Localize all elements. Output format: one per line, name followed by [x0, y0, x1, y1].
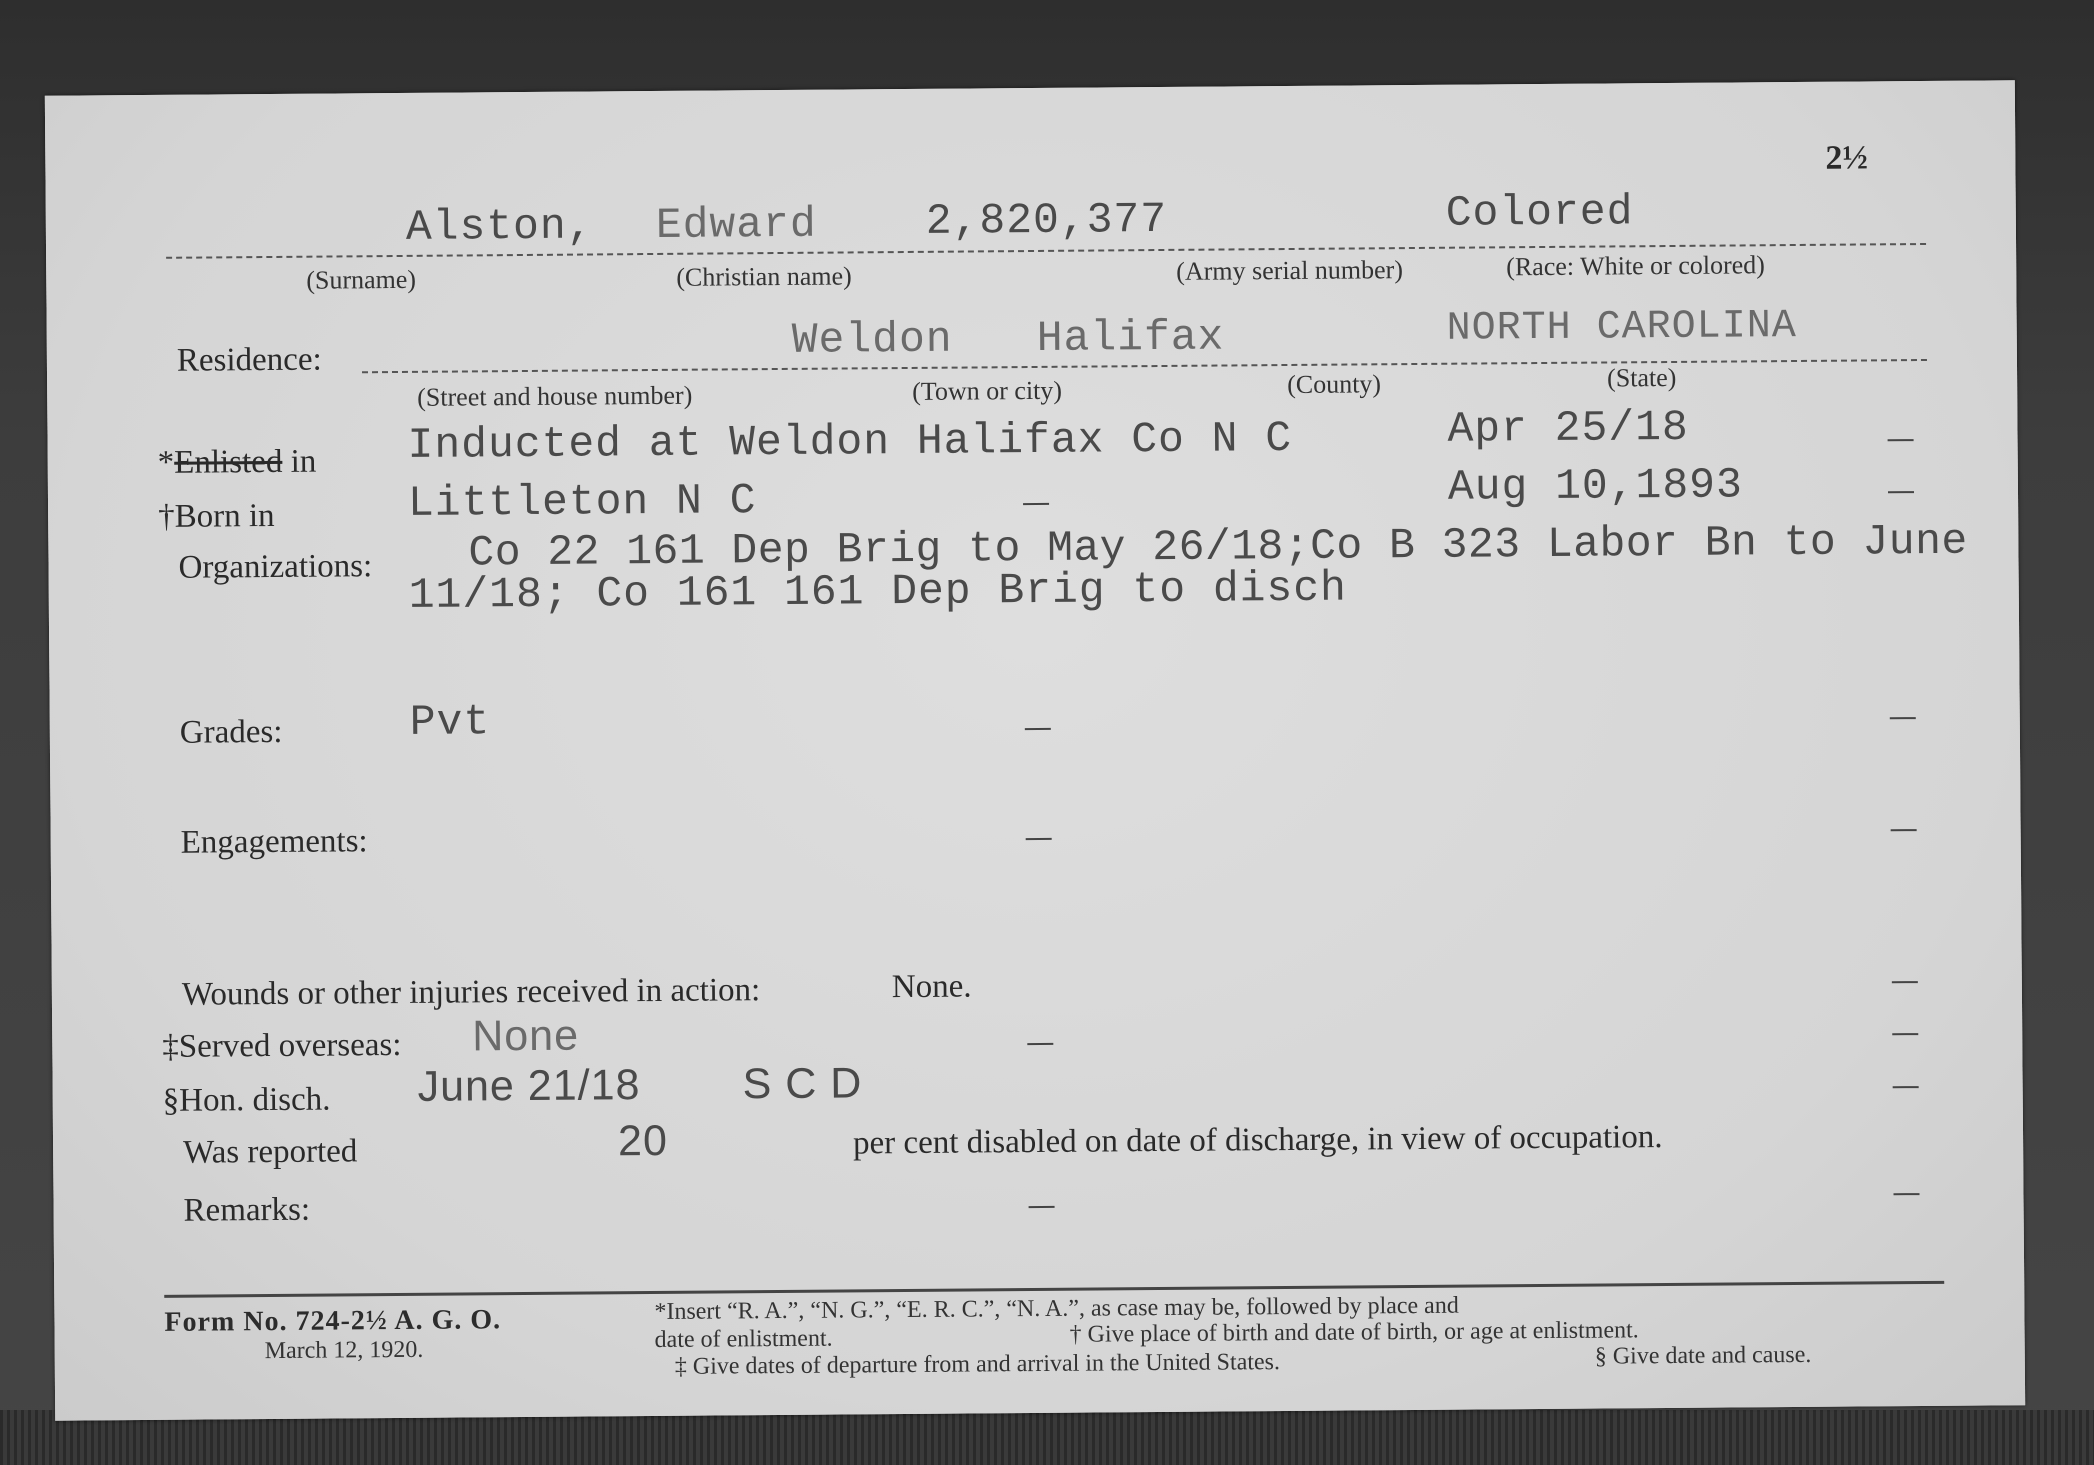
residence-state-value: NORTH CAROLINA	[1446, 304, 1797, 352]
residence-town-value: Weldon	[791, 314, 953, 365]
footnote-born: † Give place of birth and date of birth, or age at enlistment.	[1069, 1317, 1639, 1348]
enlisted-label	[158, 444, 317, 482]
grades-label: Grades:	[179, 713, 283, 751]
overseas-value: None	[472, 1011, 580, 1061]
organizations-line-2: 11/18; Co 161 161 Dep Brig to disch	[408, 563, 1348, 620]
surname-caption: (Surname)	[306, 264, 417, 295]
wounds-value: None.	[891, 968, 972, 1006]
page-number: 2½	[1825, 139, 1869, 177]
reported-percent-value: 20	[617, 1116, 669, 1166]
town-caption: (Town or city)	[912, 375, 1063, 406]
remarks-end-dash	[1894, 1193, 1920, 1195]
race-caption: (Race: White or colored)	[1506, 250, 1766, 282]
overseas-end-dash	[1892, 1033, 1918, 1035]
remarks-label: Remarks:	[183, 1191, 311, 1229]
enlisted-place-value: Inducted at Weldon Halifax Co N C	[407, 413, 1293, 470]
grades-value: Pvt	[409, 697, 491, 747]
enlisted-end-dash	[1888, 439, 1914, 441]
born-end-dash	[1888, 491, 1914, 493]
born-date-value: Aug 10,1893	[1447, 460, 1743, 512]
surname-value: Alston,	[405, 201, 594, 252]
serial-number-value: 2,820,377	[925, 194, 1168, 246]
overseas-mid-dash	[1027, 1043, 1053, 1045]
engagements-end-dash	[1891, 829, 1917, 831]
footnote-overseas: ‡ Give dates of departure from and arrival in the United States.	[674, 1349, 1281, 1380]
state-caption: (State)	[1606, 362, 1677, 393]
organizations-line-1: Co 22 161 Dep Brig to May 26/18;Co B 323 Labor Bn to June	[468, 516, 1968, 578]
born-place-value: Littleton N C	[407, 476, 757, 528]
footnote-discharge: § Give date and cause.	[1594, 1341, 1812, 1370]
remarks-mid-dash	[1029, 1206, 1055, 1208]
christian-name-value: Edward	[655, 199, 817, 250]
reported-text: per cent disabled on date of discharge, in view of occupation.	[852, 1119, 1663, 1162]
serial-number-caption: (Army serial number)	[1176, 255, 1404, 286]
discharge-end-dash	[1893, 1086, 1919, 1088]
discharge-label: §Hon. disch.	[162, 1081, 331, 1119]
enlisted-date-value: Apr 25/18	[1447, 402, 1689, 454]
born-mid-dash	[1023, 503, 1049, 505]
engagements-label: Engagements:	[180, 823, 368, 861]
wounds-end-dash	[1892, 981, 1918, 983]
reported-label: Was reported	[182, 1133, 358, 1171]
grades-end-dash	[1890, 717, 1916, 719]
enlisted-in: in	[282, 443, 317, 480]
engagements-mid-dash	[1026, 838, 1052, 840]
overseas-label: ‡Served overseas:	[162, 1026, 402, 1065]
discharge-date-value: June 21/18	[417, 1061, 641, 1111]
wounds-label: Wounds or other injuries received in action:	[181, 972, 761, 1013]
discharge-cause-value: S C D	[742, 1059, 863, 1109]
footnote-enlisted-1: *Insert “R. A.”, “N. G.”, “E. R. C.”, “N. A.”, as case may be, followed by place and	[654, 1292, 1459, 1326]
street-caption: (Street and house number)	[417, 380, 693, 412]
form-date: March 12, 1920.	[264, 1336, 424, 1365]
service-record-card	[45, 80, 2025, 1420]
county-caption: (County)	[1287, 369, 1382, 400]
born-label: †Born in	[157, 497, 275, 535]
residence-county-value: Halifax	[1036, 312, 1225, 363]
race-value: Colored	[1445, 187, 1634, 238]
enlisted-mark: *	[157, 444, 175, 481]
christian-name-caption: (Christian name)	[676, 261, 852, 292]
form-number: Form No. 724-2½ A. G. O.	[164, 1304, 502, 1338]
footnote-enlisted-2: date of enlistment.	[654, 1325, 833, 1354]
residence-label: Residence:	[176, 341, 322, 379]
enlisted-struck-word: Enlisted	[174, 443, 283, 481]
organizations-label: Organizations:	[178, 548, 373, 586]
grades-mid-dash	[1025, 728, 1051, 730]
